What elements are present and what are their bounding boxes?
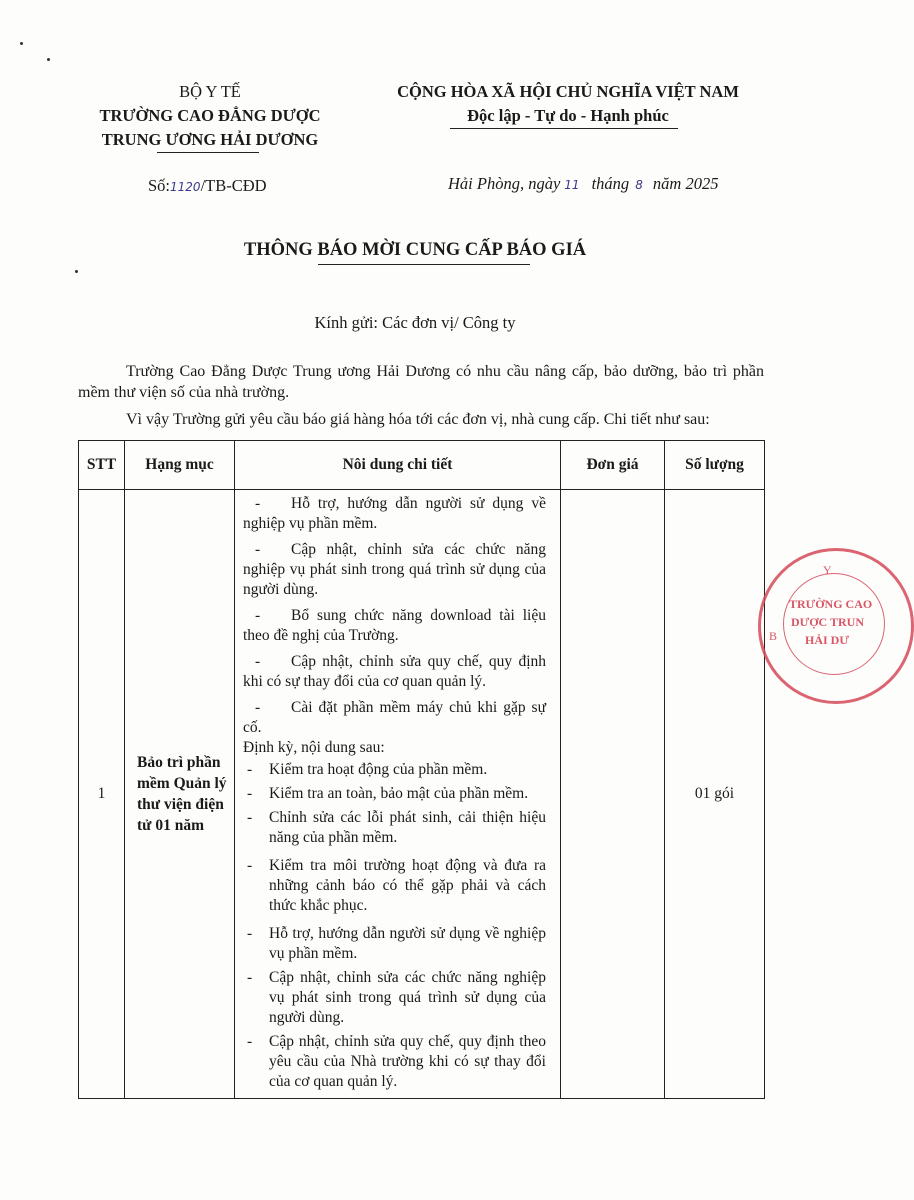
motto-underline [450,128,678,129]
scan-speck [20,42,23,45]
national-header [378,80,758,128]
periodic-item: - Kiểm tra hoạt động của phần mềm. [247,761,488,778]
table-row [79,490,765,1099]
table-header-row [79,441,765,490]
recipient-line: Kính gửi: Các đơn vị/ Công ty [314,313,516,332]
header-quantity: Số lượng [665,441,765,490]
header-underline [157,152,259,153]
handwritten-day: 11 [564,178,580,192]
title-underline [318,264,530,265]
school-name-line2: TRUNG ƯƠNG HẢI DƯƠNG [101,130,319,149]
row-detail [235,490,561,1099]
header-detail: Nôi dung chi tiết [235,441,561,490]
row-quantity: 01 gói [665,490,765,1099]
detail-item: - Cập nhật, chỉnh sửa quy chế, quy định khi có sự thay đổi của cơ quan quản lý. [243,653,546,690]
row-stt: 1 [79,490,125,1099]
periodic-item: - Kiểm tra an toàn, bảo mật của phần mềm. [247,785,529,802]
school-name-line1: TRƯỜNG CAO ĐẲNG DƯỢC [99,106,321,125]
row-item: Bảo trì phần mềm Quản lý thư viện điện tử 01 năm [125,490,235,1099]
periodic-label: Định kỳ, nội dung sau: [243,739,385,756]
national-motto: Độc lập - Tự do - Hạnh phúc [467,106,669,125]
official-stamp: Y TRƯỜNG CAO DƯỢC TRUN HẢI DƯ B [758,548,914,704]
page-title: THÔNG BÁO MỜI CUNG CẤP BÁO GIÁ [243,240,587,260]
periodic-item: - Chỉnh sửa các lỗi phát sinh, cải thiện hiệu năng của phần mềm. [247,809,546,846]
request-paragraph: Vì vậy Trường gửi yêu cầu báo giá hàng hóa tới các đơn vị, nhà cung cấp. Chi tiết như sau: [126,411,710,428]
scan-speck [47,58,50,61]
periodic-item: - Cập nhật, chỉnh sửa các chức năng nghiệp vụ phát sinh trong quá trình sử dụng của người dùng. [247,969,546,1026]
country-name: CỘNG HÒA XÃ HỘI CHỦ NGHĨA VIỆT NAM [397,82,739,101]
document-number: Số:1120/TB-CĐD [148,176,267,195]
ministry-name: BỘ Y TẾ [179,82,241,101]
handwritten-month: 8 [635,178,643,192]
detail-item: - Cài đặt phần mềm máy chủ khi gặp sự cố. [243,699,546,736]
detail-item: - Cập nhật, chỉnh sửa các chức năng nghiệp vụ phát sinh trong quá trình sử dụng của người dùng. [243,541,546,598]
header-item: Hạng mục [125,441,235,490]
issuer-block [80,80,340,152]
header-unit-price: Đơn giá [561,441,665,490]
issue-date: Hải Phòng, ngày 11 tháng 8 năm 2025 [448,174,719,193]
detail-item: - Hỗ trợ, hướng dẫn người sử dụng về nghiệp vụ phần mềm. [243,495,546,532]
scan-speck [75,270,78,273]
row-unit-price [561,490,665,1099]
handwritten-number: 1120 [170,180,201,194]
header-stt: STT [79,441,125,490]
intro-paragraph: Trường Cao Đẳng Dược Trung ương Hải Dương có nhu cầu nâng cấp, bảo dưỡng, bảo trì phần mềm thư viện số của nhà trường. [78,363,764,401]
quote-table [78,440,765,1099]
periodic-item: - Kiểm tra môi trường hoạt động và đưa ra những cảnh báo có thể gặp phải và cách thức khắc phục. [247,857,546,914]
periodic-item: - Hỗ trợ, hướng dẫn người sử dụng về nghiệp vụ phần mềm. [247,925,546,962]
detail-item: - Bổ sung chức năng download tài liệu theo đề nghị của Trường. [243,607,546,644]
periodic-item: - Cập nhật, chỉnh sửa quy chế, quy định theo yêu cầu của Nhà trường khi có sự thay đổi của cơ quan quản lý. [247,1033,546,1090]
